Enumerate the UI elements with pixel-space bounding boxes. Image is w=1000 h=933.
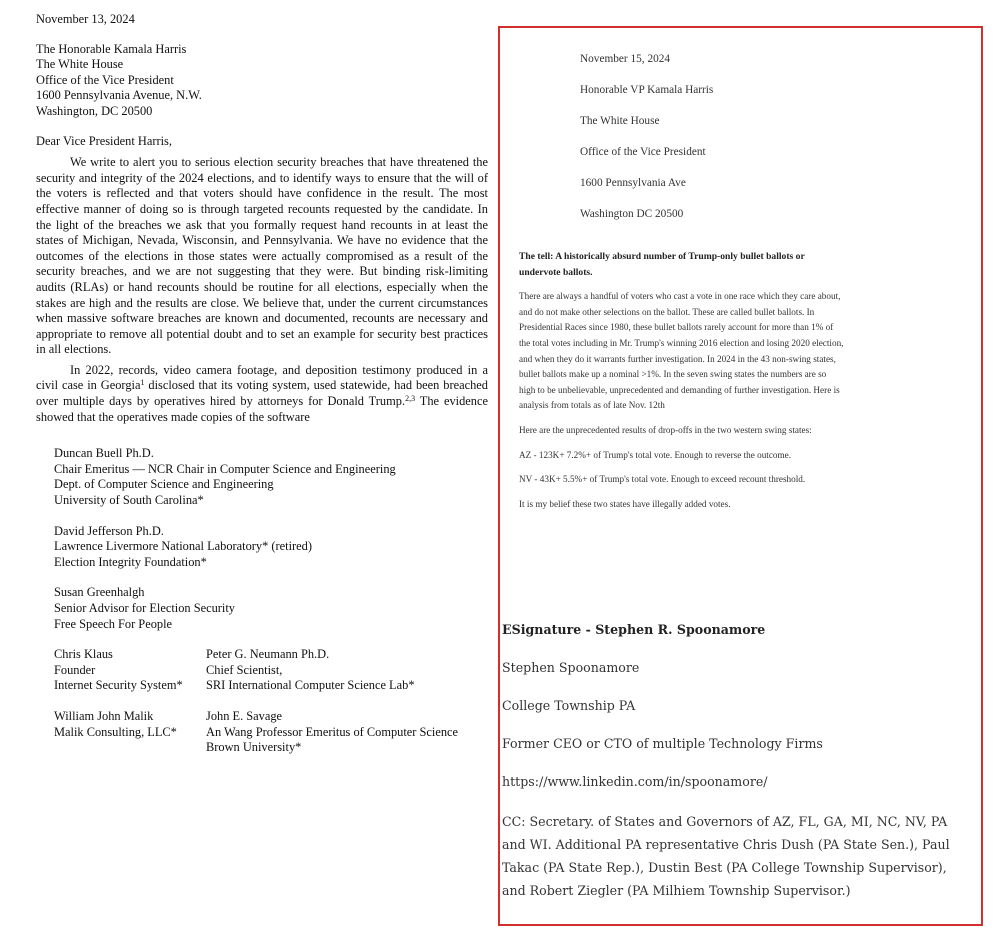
signatory-buell — [54, 446, 488, 508]
signatory-malik — [54, 709, 206, 756]
body-paragraph: Here are the unprecedented results of drop-offs in the two western swing states: — [519, 424, 812, 435]
signatory-line: Dept. of Computer Science and Engineering — [54, 477, 274, 492]
tell-heading: The tell: A historically absurd number of Trump-only bullet ballots or undervote ballots. — [519, 251, 805, 278]
address-line: The Honorable Kamala Harris — [36, 41, 187, 56]
linkedin-url[interactable]: https://www.linkedin.com/in/spoonamore/ — [502, 774, 768, 789]
az-result: AZ - 123K+ 7.2%+ of Trump's total vote. Enough to reverse the outcome. — [519, 449, 792, 460]
signatory-line: University of South Carolina* — [54, 493, 204, 508]
paragraph-2-text: In 2022, records, video camera footage, and deposition testimony produced in a civil case in Georgia — [36, 362, 488, 393]
esignature: ESignature - Stephen R. Spoonamore — [502, 622, 766, 637]
signatory-line: Lawrence Livermore National Laboratory* (retired) — [54, 539, 313, 554]
signer-title: Former CEO or CTO of multiple Technology Firms — [502, 736, 823, 751]
signatory-line: An Wang Professor Emeritus of Computer Science — [206, 724, 459, 739]
address-line: The White House — [36, 57, 124, 72]
signatory-line: Senior Advisor for Election Security — [54, 601, 236, 615]
salutation: Dear Vice President Harris, — [36, 133, 172, 148]
signatory-neumann — [206, 647, 415, 694]
cc-list: CC: Secretary. of States and Governors of AZ, FL, GA, MI, NC, NV, PA and WI. Additional PA representative Chris Dush (PA State Sen.), Paul Takac (PA State Rep.), Dustin Best (PA College Township Supervisor), and Robert Ziegler (PA Milhiem Township Supervisor.) — [502, 814, 950, 898]
highlighted-letter — [498, 26, 983, 926]
header-line: Office of the Vice President — [580, 146, 706, 158]
right-letter-signature-block — [502, 620, 967, 921]
footnote-ref: 2,3 — [405, 394, 416, 404]
signer-name: Stephen Spoonamore — [502, 660, 640, 675]
header-line: Washington DC 20500 — [580, 208, 684, 220]
left-letter — [36, 12, 488, 771]
signatory-klaus — [54, 647, 206, 694]
address-line: 1600 Pennsylvania Avenue, N.W. — [36, 88, 202, 103]
signatory-name: Susan Greenhalgh — [54, 585, 145, 600]
signatory-name: David Jefferson Ph.D. — [54, 523, 164, 538]
signatory-row — [54, 647, 488, 709]
right-letter-date: November 15, 2024 — [580, 53, 671, 65]
address-line: Office of the Vice President — [36, 72, 174, 87]
signatory-jefferson — [54, 524, 488, 571]
signatory-line: Internet Security System* — [54, 678, 183, 693]
signatory-line: Brown University* — [206, 740, 302, 755]
nv-result: NV - 43K+ 5.5%+ of Trump's total vote. Enough to exceed recount threshold. — [519, 474, 806, 485]
signatory-line: Malik Consulting, LLC* — [54, 724, 177, 739]
signatory-line: SRI International Computer Science Lab* — [206, 678, 415, 693]
address-line: Washington, DC 20500 — [36, 103, 153, 118]
recipient-address — [36, 42, 488, 120]
paragraph-2 — [36, 363, 488, 425]
signatory-greenhalgh — [54, 585, 488, 632]
right-letter-header — [580, 53, 713, 239]
signatory-line: Chair Emeritus — NCR Chair in Computer Science and Engineering — [54, 461, 396, 476]
signatory-line: Free Speech For People — [54, 616, 173, 631]
paragraph-2-text: The evidence showed that the operatives made copies of the software — [36, 394, 489, 424]
header-line: Honorable VP Kamala Harris — [580, 84, 714, 96]
header-line: The White House — [580, 115, 660, 127]
signatory-name: Peter G. Neumann Ph.D. — [206, 647, 330, 662]
signatory-name: Duncan Buell Ph.D. — [54, 446, 154, 461]
signatory-name: Chris Klaus — [54, 647, 113, 662]
signatory-name: John E. Savage — [206, 708, 283, 723]
signatory-line: Chief Scientist, — [206, 662, 283, 677]
paragraph-2-text: disclosed that its voting system, used statewide, had been breached over multiple days by operatives hired by attorneys for Donald Trump. — [36, 378, 488, 409]
signatory-row — [54, 709, 488, 771]
signatory-line: Election Integrity Foundation* — [54, 554, 207, 569]
signatories — [36, 446, 488, 771]
body-paragraph: There are always a handful of voters who cast a vote in one race which they care about, and do not make other selections on the ballot. These are called bullet ballots. In Presidential Races since 1980, these bullet ballots rarely account for more than 1% of the total votes including in Mr. Trump's winning 2016 election and losing 2020 election, and when they do it warrants further investigation. In 2024 in the 43 non-swing states, bullet ballots make up a nominal >1%. In the seven swing states the numbers are so high to be unbelievable, unprecedented and demanding of further investigation. Here is analysis from totals as of late Nov. 12th — [519, 291, 844, 411]
signatory-line: Founder — [54, 662, 96, 677]
signatory-name: William John Malik — [54, 708, 154, 723]
letter-date: November 13, 2024 — [36, 12, 135, 26]
signatory-savage — [206, 709, 458, 756]
header-line: 1600 Pennsylvania Ave — [580, 177, 686, 189]
footnote-ref: 1 — [140, 378, 145, 388]
right-letter-body — [519, 249, 844, 521]
belief-statement: It is my belief these two states have illegally added votes. — [519, 498, 731, 509]
paragraph-1: We write to alert you to serious election security breaches that have threatened the security and integrity of the 2024 elections, and to identify ways to ensure that the will of the voters is reflected and that voters should have confidence in the result. The most effective manner of doing so is through targeted recounts requested by the candidate. In the light of the breaches we ask that you formally request hand recounts in at least the states of Michigan, Nevada, Wisconsin, and Pennsylvania. We have no evidence that the outcomes of the elections in those states were actually compromised as a result of the security breaches, and we are not suggesting that they were. But binding risk-limiting audits (RLAs) or hand recounts should be routine for all elections, especially when the stakes are high and the results are close. We believe that, under the current circumstances when massive software breaches are known and documented, recounts are necessary and appropriate to remove all potential doubt and to set an example for security best practices in all elections. — [36, 155, 488, 357]
signer-location: College Township PA — [502, 698, 636, 713]
